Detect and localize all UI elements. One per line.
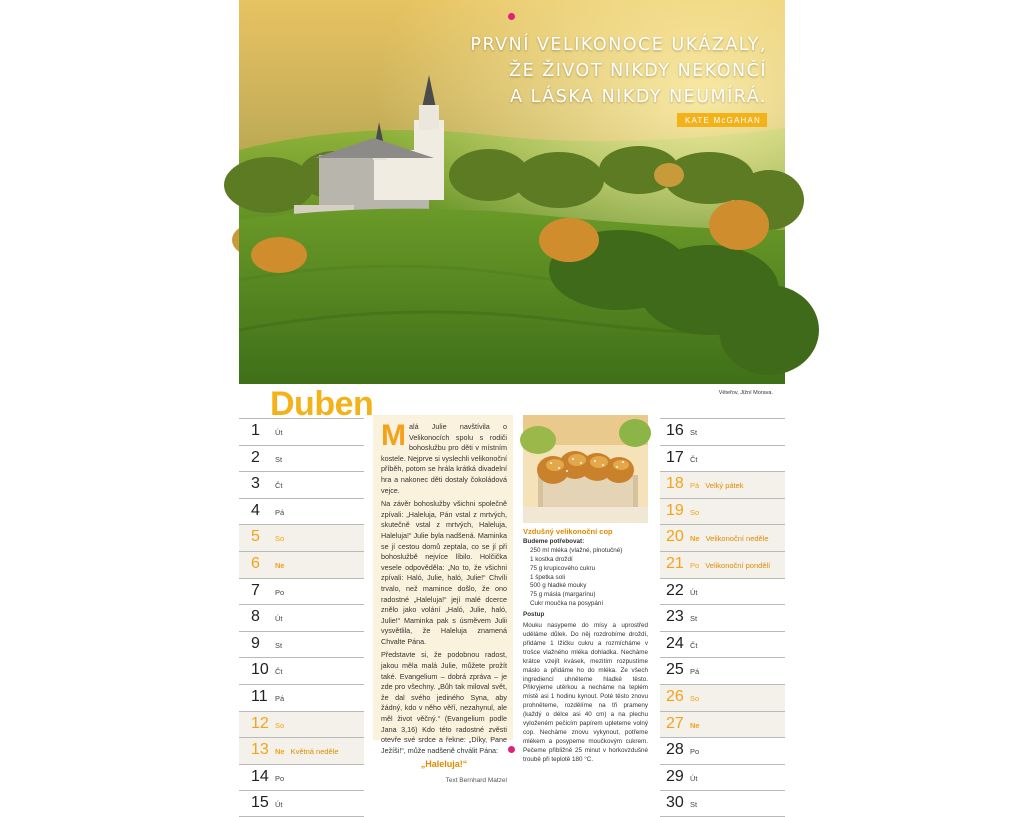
story-author: Text Bernhard Matzel xyxy=(445,777,507,785)
weekday-label: Ne xyxy=(275,747,285,757)
days-column-left xyxy=(239,418,364,817)
weekday-label: So xyxy=(275,720,285,730)
day-number: 6 xyxy=(251,554,260,572)
ingredient: 75 g krupicového cukru xyxy=(530,564,596,572)
weekday-label: Po xyxy=(275,773,285,783)
calendar-day-row xyxy=(660,790,785,817)
day-number: 10 xyxy=(251,661,269,679)
day-number: 24 xyxy=(666,634,684,652)
drop-cap: M xyxy=(381,419,406,452)
weekday-label: Po xyxy=(690,747,700,757)
story-paragraph: Představte si, že podobnou radost, jakou měla malá Julie, můžete prožít také. Evangelium – dobrá zpráva – je zde pro všechny. „Bůh tak miloval svět, že dal svého jediného Syna, aby žádný, kdo v něho věří, nezahynul, ale měl život věčný.“ (Evangelium podle Jana 3,16) Kdo této radostné zvěsti otevře své srdce a řekne: „Díky, Pane Ježíši!“, může nadšeně chválit Pána: xyxy=(381,650,507,755)
story-paragraph: Na závěr bohoslužby všichni společně zpívali: „Haleluja, Pán vstal z mrtvých, skutečně vstal z mrtvých, Haleluja, Haleluja!“ Julie byla nadšená. Maminka se jí cestou domů zeptala, co se jí při bohoslužbě nejvíce líbilo. Holčička vesele odpověděla: „No to, že všichni zpívali: Haló, Julie, haló, Julie!“ Chvíli trvalo, než mamince došlo, že ono radostné „Haleluja!“ její malé dcerce znělo jako volání „Haló, Julie, haló, Julie!“ Maminka pak s úsměvem Julii vysvětlila, že Haleluja znamená Chvalte Pána. xyxy=(381,499,507,646)
calendar-day-row xyxy=(660,471,785,498)
story-paragraph xyxy=(381,419,507,496)
weekday-label: Čt xyxy=(275,667,283,677)
weekday-label: Út xyxy=(690,773,698,783)
calendar-day-row xyxy=(660,524,785,551)
story-paragraph-text: alá Julie navštívila o Velikonocích spolu s rodiči bohoslužbu pro děti v místním kostele. Nejprve si vyslechli velikonoční příběh, potom se hrála krátká divadelní hra a nakonec děti dostaly čokoládová vejce. xyxy=(381,422,507,495)
day-number: 21 xyxy=(666,554,684,572)
ingredient: 1 špetka soli xyxy=(530,573,566,581)
calendar-day-row xyxy=(660,551,785,578)
weekday-label: Út xyxy=(275,428,283,437)
calendar-day-row xyxy=(660,604,785,631)
calendar-day-row xyxy=(239,737,364,764)
calendar-day-row xyxy=(239,498,364,525)
calendar-day-row xyxy=(239,790,364,817)
weekday-label: Pá xyxy=(275,507,285,517)
holiday-label: Velikonoční neděle xyxy=(705,534,769,544)
day-number: 18 xyxy=(666,475,684,493)
day-number: 12 xyxy=(251,714,269,732)
weekday-label: So xyxy=(275,534,285,544)
quote-line: PRVNÍ VELIKONOCE UKÁZALY, xyxy=(470,35,767,55)
weekday-label: Po xyxy=(275,587,285,597)
calendar-page xyxy=(239,0,785,812)
quote-line: ŽE ŽIVOT NIKDY NEKONČÍ xyxy=(509,61,767,81)
weekday-label: Pá xyxy=(275,693,285,703)
weekday-label: Út xyxy=(275,614,283,624)
month-title: Duben xyxy=(270,385,374,423)
ingredients-heading: Budeme potřebovat: xyxy=(523,537,585,545)
day-number: 22 xyxy=(666,581,684,599)
day-number: 20 xyxy=(666,528,684,546)
day-number: 28 xyxy=(666,741,684,759)
calendar-day-row xyxy=(660,711,785,738)
calendar-day-row xyxy=(239,551,364,578)
day-number: 3 xyxy=(251,475,260,493)
holiday-label: Květná neděle xyxy=(290,747,339,757)
weekday-label: Čt xyxy=(690,454,698,464)
holiday-label: Velký pátek xyxy=(705,481,744,491)
days-column-right xyxy=(660,418,785,817)
ingredient: 250 ml mléka (vlažné, plnotučné) xyxy=(530,546,623,554)
day-number: 14 xyxy=(251,767,269,785)
day-number: 19 xyxy=(666,501,684,519)
weekday-label: So xyxy=(690,693,700,703)
ingredient: 75 g másla (margarínu) xyxy=(530,591,596,599)
recipe-steps: Mouku nasypeme do mísy a uprostřed uděláme důlek. Do něj rozdrobíme droždí, přidáme 1 lžičku cukru a rozmícháme v trošce vlažného mléka dohladka. Necháme krátce vzejít kvásek, mezitím rozpustíme máslo a přidáme ho do mléka. Ze všech ingrediencí uhněteme hladké těsto. Přikryjeme utěrkou a necháme na teplém místě asi 1 hodinu kynout. Poté těsto znovu prohněteme, rozdělíme na tři prameny (každý o délce asi 40 cm) a na plechu vyloženém pečicím papírem upleteme volný cop. Necháme znovu vykynout, potřeme mlékem a posypeme moučkovým cukrem. Pečeme přibližně 25 minut v horkovzdušné troubě při teplotě 180 °C. xyxy=(523,622,648,763)
steps-heading: Postup xyxy=(523,611,545,619)
weekday-label: Po xyxy=(690,560,700,570)
calendar-day-row xyxy=(239,578,364,605)
day-number: 7 xyxy=(251,581,260,599)
ingredient: 1 kostka droždí xyxy=(530,555,573,563)
weekday-label: Út xyxy=(275,800,283,810)
weekday-label: Ne xyxy=(690,534,700,544)
day-number: 1 xyxy=(251,422,260,439)
weekday-label: St xyxy=(690,800,698,810)
calendar-day-row xyxy=(239,471,364,498)
photo-credit: Věteřov, Jižní Morava. xyxy=(718,390,773,396)
calendar-day-row xyxy=(660,418,785,445)
day-number: 2 xyxy=(251,448,260,466)
day-number: 13 xyxy=(251,741,269,759)
calendar-day-row xyxy=(239,418,364,445)
hanging-hole-bottom xyxy=(508,746,515,753)
calendar-day-row xyxy=(239,684,364,711)
day-number: 29 xyxy=(666,767,684,785)
day-number: 25 xyxy=(666,661,684,679)
quote-block xyxy=(470,32,767,128)
calendar-day-row xyxy=(660,631,785,658)
day-number: 9 xyxy=(251,634,260,652)
calendar-day-row xyxy=(660,578,785,605)
recipe-title: Vzdušný velikonoční cop xyxy=(523,527,613,536)
weekday-label: St xyxy=(690,428,698,437)
day-number: 15 xyxy=(251,794,269,812)
weekday-label: Čt xyxy=(690,640,698,650)
weekday-label: Út xyxy=(690,587,698,597)
braided-bread-illustration xyxy=(523,415,648,523)
weekday-label: St xyxy=(275,454,283,464)
calendar-day-row xyxy=(239,524,364,551)
hanging-hole-top xyxy=(508,13,515,20)
weekday-label: Ne xyxy=(275,560,285,570)
calendar-day-row xyxy=(660,737,785,764)
weekday-label: St xyxy=(690,614,698,624)
ingredient: 500 g hladké mouky xyxy=(530,582,587,590)
day-number: 27 xyxy=(666,714,684,732)
calendar-day-row xyxy=(660,684,785,711)
day-number: 4 xyxy=(251,501,260,519)
calendar-day-row xyxy=(239,764,364,791)
recipe-photo xyxy=(523,415,648,523)
calendar-day-row xyxy=(239,445,364,472)
quote-author: KATE McGAHAN xyxy=(677,113,767,127)
recipe-block xyxy=(523,528,648,765)
day-number: 17 xyxy=(666,448,684,466)
story-exclamation: „Haleluja!“ xyxy=(420,759,468,770)
weekday-label: Ne xyxy=(690,720,700,730)
day-number: 30 xyxy=(666,794,684,812)
weekday-label: Čt xyxy=(275,481,283,491)
holiday-label: Velikonoční pondělí xyxy=(705,560,771,570)
calendar-day-row xyxy=(239,711,364,738)
quote-line: A LÁSKA NIKDY NEUMÍRÁ. xyxy=(510,87,767,107)
weekday-label: Pá xyxy=(690,481,700,491)
calendar-day-row xyxy=(239,657,364,684)
day-number: 8 xyxy=(251,608,260,626)
calendar-day-row xyxy=(660,445,785,472)
day-number: 11 xyxy=(251,687,268,705)
calendar-day-row xyxy=(660,764,785,791)
day-number: 16 xyxy=(666,422,684,439)
day-number: 26 xyxy=(666,687,684,705)
calendar-day-row xyxy=(660,657,785,684)
day-number: 5 xyxy=(251,528,260,546)
weekday-label: St xyxy=(275,640,283,650)
calendar-day-row xyxy=(239,631,364,658)
landscape-photo xyxy=(239,0,785,384)
ingredient: Cukr moučka na posypání xyxy=(530,600,604,608)
day-number: 23 xyxy=(666,608,684,626)
weekday-label: So xyxy=(690,507,700,517)
weekday-label: Pá xyxy=(690,667,700,677)
calendar-day-row xyxy=(239,604,364,631)
story-column xyxy=(373,415,513,785)
calendar-day-row xyxy=(660,498,785,525)
